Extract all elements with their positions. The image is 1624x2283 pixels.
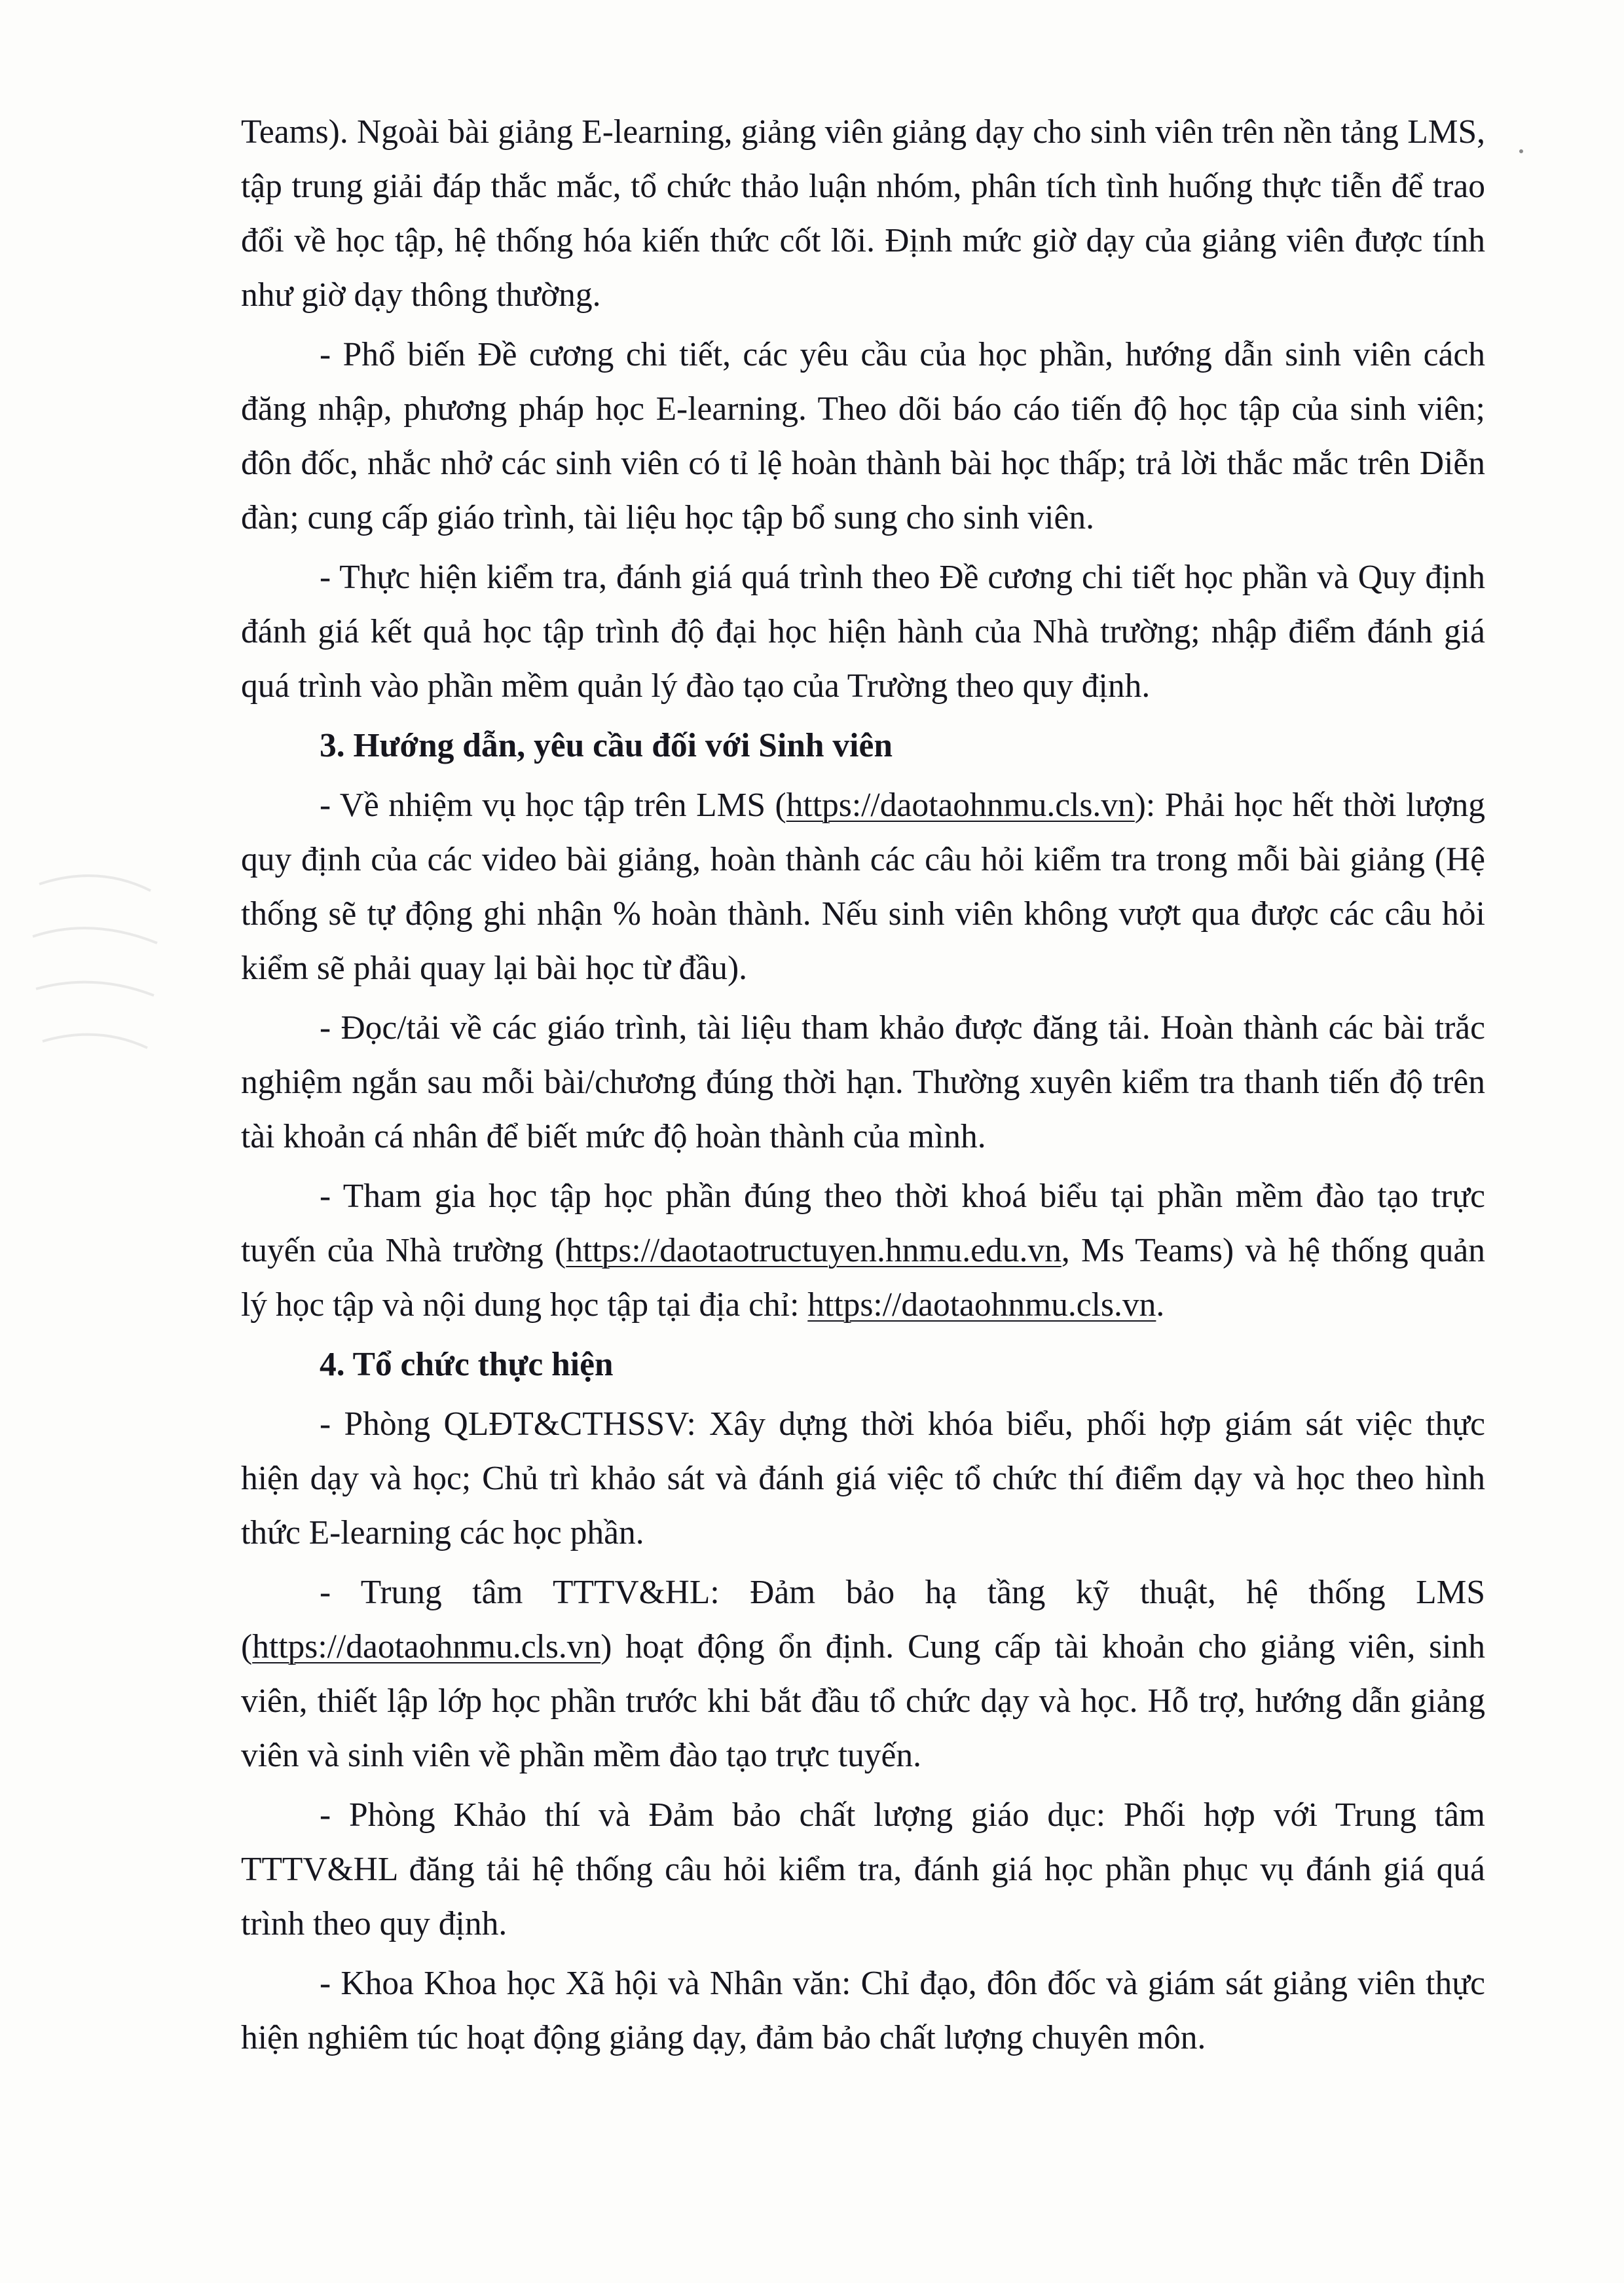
paragraph-timetable (241, 1169, 1485, 1332)
paragraph-materials (241, 1001, 1485, 1164)
paragraph-text: - Khoa Khoa học Xã hội và Nhân văn: Chỉ đạo, đôn đốc và giám sát giảng viên thực hiện nghiêm túc hoạt động giảng dạy, đảm bảo chất lượng chuyên môn. (241, 1965, 1485, 2056)
scan-dot-mark (1519, 149, 1523, 153)
paragraph-text: - Tham gia học tập học phần đúng theo thời khoá biểu tại phần mềm đào tạo trực tuyến của Nhà trường ( (241, 1178, 1485, 1269)
paragraph-exam-office (241, 1788, 1485, 1951)
paragraph-text: - Thực hiện kiểm tra, đánh giá quá trình theo Đề cương chi tiết học phần và Quy định đánh giá kết quả học tập trình độ đại học hiện hành của Nhà trường; nhập điểm đánh giá quá trình vào phần mềm quản lý đào tạo của Trường theo quy định. (241, 559, 1485, 705)
lms-link[interactable]: https://daotaohnmu.cls.vn (807, 1286, 1156, 1324)
paragraph-text: - Phòng QLĐT&CTHSSV: Xây dựng thời khóa biểu, phối hợp giám sát việc thực hiện dạy và học; Chủ trì khảo sát và đánh giá việc tổ chức thí điểm dạy và học theo hình thức E-learning các học phần. (241, 1405, 1485, 1551)
section-4-heading: 4. Tổ chức thực hiện (320, 1346, 614, 1383)
paragraph-text: - Phổ biến Đề cương chi tiết, các yêu cầu của học phần, hướng dẫn sinh viên cách đăng nhập, phương pháp học E-learning. Theo dõi báo cáo tiến độ học tập của sinh viên; đôn đốc, nhắc nhở các sinh viên có tỉ lệ hoàn thành bài học thấp; trả lời thắc mắc trên Diễn đàn; cung cấp giáo trình, tài liệu học tập bổ sung cho sinh viên. (241, 336, 1485, 536)
faded-stamp-mark (26, 858, 164, 1074)
paragraph-it-center (241, 1565, 1485, 1783)
paragraph-text: . (1156, 1286, 1165, 1324)
paragraph-text: ) hoạt động ổn định. Cung cấp tài khoản cho giảng viên, sinh viên, thiết lập lớp học phần trước khi bắt đầu tổ chức dạy và học. Hỗ trợ, hướng dẫn giảng viên và sinh viên về phần mềm đào tạo trực tuyến. (241, 1628, 1485, 1774)
paragraph-text: , Ms Teams) và hệ thống quản lý học tập và nội dung học tập tại địa chỉ: (241, 1232, 1486, 1324)
paragraph-text: - Trung tâm TTTV&HL: Đảm bảo hạ tầng kỹ thuật, hệ thống LMS ( (241, 1574, 1485, 1665)
paragraph-syllabus-dissemination (241, 327, 1485, 545)
paragraph-text: - Về nhiệm vụ học tập trên LMS ( (320, 787, 786, 824)
paragraph-teams-intro (241, 105, 1485, 322)
paragraph-faculty (241, 1956, 1485, 2065)
document-body (241, 105, 1485, 2070)
section-3-heading: 3. Hướng dẫn, yêu cầu đối với Sinh viên (320, 727, 893, 764)
paragraph-text: - Phòng Khảo thí và Đảm bảo chất lượng giáo dục: Phối hợp với Trung tâm TTTV&HL đăng tải hệ thống câu hỏi kiểm tra, đánh giá học phần phục vụ đánh giá quá trình theo quy định. (241, 1796, 1485, 1942)
paragraph-lms-tasks (241, 778, 1485, 995)
paragraph-text: ): Phải học hết thời lượng quy định của các video bài giảng, hoàn thành các câu hỏi kiểm tra trong mỗi bài giảng (Hệ thống sẽ tự động ghi nhận % hoàn thành. Nếu sinh viên không vượt qua được các câu hỏi kiểm sẽ phải quay lại bài học từ đầu). (241, 787, 1485, 987)
online-training-link[interactable]: https://daotaotructuyen.hnmu.edu.vn (566, 1232, 1061, 1269)
paragraph-text: - Đọc/tải về các giáo trình, tài liệu tham khảo được đăng tải. Hoàn thành các bài trắc nghiệm ngắn sau mỗi bài/chương đúng thời hạn. Thường xuyên kiểm tra thanh tiến độ trên tài khoản cá nhân để biết mức độ hoàn thành của mình. (241, 1009, 1485, 1155)
paragraph-assessment (241, 550, 1485, 713)
lms-link[interactable]: https://daotaohnmu.cls.vn (786, 787, 1135, 824)
lms-link[interactable]: https://daotaohnmu.cls.vn (252, 1628, 601, 1665)
paragraph-text: Teams). Ngoài bài giảng E-learning, giảng viên giảng dạy cho sinh viên trên nền tảng LMS, tập trung giải đáp thắc mắc, tổ chức thảo luận nhóm, phân tích tình huống thực tiễn để trao đổi về học tập, hệ thống hóa kiến thức cốt lõi. Định mức giờ dạy của giảng viên được tính như giờ dạy thông thường. (241, 113, 1485, 314)
paragraph-training-office (241, 1397, 1485, 1560)
